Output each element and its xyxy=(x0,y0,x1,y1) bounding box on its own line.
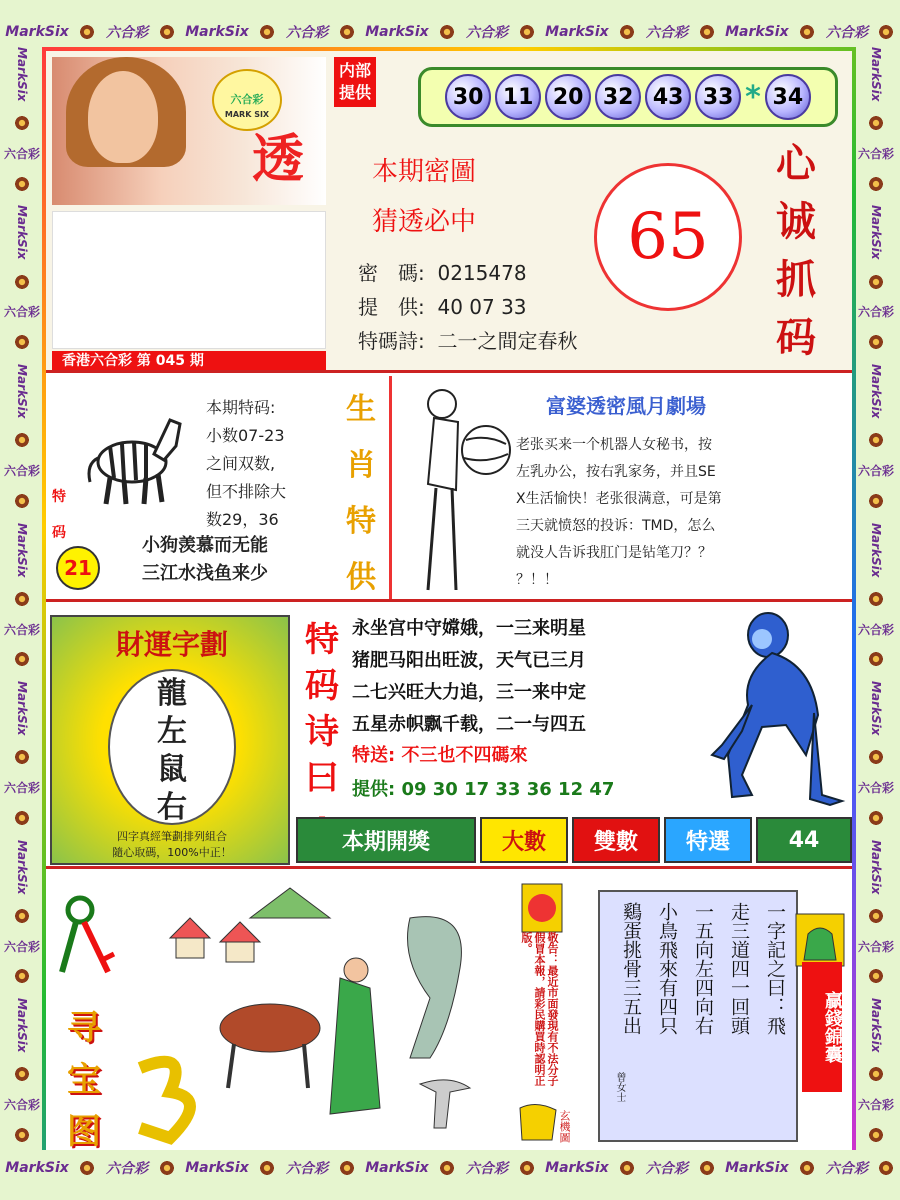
flower-icon xyxy=(619,1160,635,1176)
zodiac-poem xyxy=(142,532,268,588)
flower-icon xyxy=(14,432,30,448)
flower-icon xyxy=(14,810,30,826)
border-text: MarkSix xyxy=(15,522,29,578)
lady-illustration xyxy=(406,384,516,598)
monkey-icon xyxy=(702,605,852,811)
border-text: MarkSix xyxy=(725,24,789,40)
draw-result-bar xyxy=(296,817,852,867)
flower-icon xyxy=(519,24,535,40)
border-text: MarkSix xyxy=(15,205,29,260)
border-text: 六合彩 xyxy=(857,1098,894,1113)
border-text: 六合彩 xyxy=(857,622,894,637)
border-text: 六合彩 xyxy=(106,25,149,41)
author-label: 曾女士 xyxy=(614,1072,625,1102)
poem-line: 五星赤帜飘千载，二一与四五 xyxy=(352,714,586,735)
poem-scroll xyxy=(598,890,798,1142)
tmsr-char: 曰 xyxy=(305,758,339,798)
flower-icon xyxy=(14,591,30,607)
zodiac-section xyxy=(46,376,852,602)
flower-icon xyxy=(14,176,30,192)
treasure-scene xyxy=(130,878,510,1146)
border-text: MarkSix xyxy=(869,998,883,1053)
border-text: 六合彩 xyxy=(857,305,894,320)
special-ball: 34 xyxy=(765,74,811,120)
side-title-char: 抓 xyxy=(776,257,816,303)
poem-line: 小狗羡慕而无能 xyxy=(142,535,268,556)
flower-icon xyxy=(14,493,30,509)
story-line: X生活愉快！老张很满意，可是第 xyxy=(516,491,722,507)
zebra-icon xyxy=(80,398,184,508)
draw-item-number: 44 xyxy=(756,817,852,863)
special-code-text xyxy=(206,394,286,534)
flower-icon xyxy=(14,1066,30,1082)
poem-row: 特碼詩: 二一之間定春秋 xyxy=(358,329,578,353)
blank-panel xyxy=(52,211,326,349)
border-text: 六合彩 xyxy=(857,464,894,479)
scroll-column: 小鳥飛來有四只 xyxy=(656,902,678,1035)
border-text: MarkSix xyxy=(869,364,883,419)
flower-icon xyxy=(14,749,30,765)
tmsr-char: 诗 xyxy=(305,712,339,752)
main-frame xyxy=(42,47,856,1150)
fortune-section xyxy=(46,605,852,869)
scroll-column: 一五向左四向右 xyxy=(692,902,714,1035)
internal-provide-badge: 内部 提供 xyxy=(334,57,376,107)
border-text: 六合彩 xyxy=(3,1098,40,1113)
secret-circle: 65 xyxy=(594,163,742,311)
lottery-ball: 43 xyxy=(645,74,691,120)
border-text: MarkSix xyxy=(15,681,29,736)
border-text: 六合彩 xyxy=(857,939,894,954)
flower-icon xyxy=(868,749,884,765)
spec-line: 之间双数, xyxy=(206,454,276,473)
side-title-column xyxy=(764,135,828,367)
border-text: 六合彩 xyxy=(857,781,894,796)
sxtp-char: 生 xyxy=(346,392,376,427)
bottom-border xyxy=(0,1148,900,1188)
border-text: MarkSix xyxy=(869,46,883,102)
provide-row: 提 供: 40 07 33 xyxy=(358,295,527,319)
flower-icon xyxy=(14,1127,30,1143)
flower-icon xyxy=(14,334,30,350)
left-border xyxy=(2,40,42,1150)
flower-icon xyxy=(868,1127,884,1143)
flower-icon xyxy=(878,24,894,40)
lottery-ball: 20 xyxy=(545,74,591,120)
flower-icon xyxy=(159,24,175,40)
story-line: 三天就愤怒的投诉：TMD，怎么 xyxy=(516,518,716,534)
flower-icon xyxy=(868,968,884,984)
border-text: MarkSix xyxy=(869,522,883,578)
border-text: 六合彩 xyxy=(465,1161,508,1177)
tmsr-char: 特 xyxy=(305,620,339,660)
border-text: MarkSix xyxy=(5,1160,69,1176)
flower-icon xyxy=(868,591,884,607)
flower-icon xyxy=(339,24,355,40)
poem-line: 猪肥马阳出旺波，天气已三月 xyxy=(352,650,586,671)
star-separator: * xyxy=(745,79,761,115)
treasure-map-label xyxy=(60,1002,108,1150)
spec-line: 但不排除大 xyxy=(206,482,287,501)
code-row: 密 碼: 0215478 xyxy=(358,261,527,285)
border-text: 六合彩 xyxy=(3,464,40,479)
border-text: MarkSix xyxy=(5,24,69,40)
lottery-ball: 33 xyxy=(695,74,741,120)
story-line: ？！！ xyxy=(516,572,558,588)
draw-title: 本期開獎 xyxy=(296,817,476,863)
flower-icon xyxy=(868,115,884,131)
treasure-section xyxy=(46,872,852,1150)
border-text: MarkSix xyxy=(185,1160,249,1176)
border-text: 六合彩 xyxy=(3,622,40,637)
issue-banner: 香港六合彩 第 045 期 xyxy=(52,351,326,371)
draw-item-big: 大數 xyxy=(480,817,568,863)
flower-icon xyxy=(79,1160,95,1176)
fortune-desc: 四字真經筆劃排列組合 隨心取碼，100%中正！ xyxy=(112,830,232,859)
flower-icon xyxy=(439,24,455,40)
draw-item-select: 特選 xyxy=(664,817,752,863)
title-mitu: 本期密圖 xyxy=(372,157,477,187)
ball-row xyxy=(418,67,838,127)
scroll-column: 走三道四一回頭 xyxy=(728,902,750,1035)
border-text: MarkSix xyxy=(365,1160,429,1176)
sxtp-char: 肖 xyxy=(346,448,376,483)
flower-icon xyxy=(79,24,95,40)
side-title-char: 诚 xyxy=(776,199,816,245)
flower-icon xyxy=(868,810,884,826)
side-title-char: 码 xyxy=(776,315,816,361)
xbt-char: 寻 xyxy=(67,1008,101,1048)
border-text: MarkSix xyxy=(545,24,609,40)
flower-icon xyxy=(868,493,884,509)
border-text: MarkSix xyxy=(545,1160,609,1176)
flower-icon xyxy=(868,908,884,924)
border-text: 六合彩 xyxy=(3,781,40,796)
flower-icon xyxy=(799,1160,815,1176)
flower-icon xyxy=(868,651,884,667)
flower-icon xyxy=(799,24,815,40)
flower-icon xyxy=(14,651,30,667)
spec-line: 数29，36 xyxy=(206,510,279,529)
draw-item-even: 雙數 xyxy=(572,817,660,863)
flower-icon xyxy=(439,1160,455,1176)
border-text: MarkSix xyxy=(869,839,883,895)
flower-icon xyxy=(699,1160,715,1176)
tmsr-char: 码 xyxy=(305,666,339,706)
spec-line: 本期特码: xyxy=(206,398,276,417)
spec-line: 小数07-23 xyxy=(206,426,285,445)
money-bag-icon xyxy=(794,912,846,968)
divider xyxy=(389,376,392,602)
header-section xyxy=(46,51,852,373)
warning-text: 敬告：最近市面發現有不法分子假冒本報，請彩民購買時認明正版。 xyxy=(520,932,559,1086)
border-text: MarkSix xyxy=(869,205,883,260)
border-text: 六合彩 xyxy=(825,1161,868,1177)
border-text: 六合彩 xyxy=(3,146,40,161)
flower-icon xyxy=(878,1160,894,1176)
border-text: 六合彩 xyxy=(465,25,508,41)
special-send: 特送: 不三也不四碼來 xyxy=(352,745,528,766)
flower-icon xyxy=(259,24,275,40)
flower-icon xyxy=(868,176,884,192)
side-title-char: 心 xyxy=(776,141,816,187)
xuanji-label: 玄機圖 xyxy=(558,1110,571,1143)
flower-icon xyxy=(339,1160,355,1176)
title-caitou: 猜透必中 xyxy=(372,207,477,237)
border-text: 六合彩 xyxy=(857,146,894,161)
sxtp-char: 特 xyxy=(346,504,376,539)
flower-icon xyxy=(868,274,884,290)
tema-poem-label xyxy=(302,617,342,847)
story-text xyxy=(516,432,846,594)
border-text: 六合彩 xyxy=(645,1161,688,1177)
border-text: MarkSix xyxy=(725,1160,789,1176)
border-text: 六合彩 xyxy=(106,1161,149,1177)
flower-icon xyxy=(699,24,715,40)
fortune-title: 財運字劃 xyxy=(115,628,228,661)
flower-icon xyxy=(619,24,635,40)
border-text: 六合彩 xyxy=(285,1161,328,1177)
story-line: 老张买来一个机器人女秘书，按 xyxy=(516,437,712,453)
poem-line: 二七兴旺大力追，三一来中定 xyxy=(352,682,586,703)
border-text: MarkSix xyxy=(15,364,29,419)
border-text: 六合彩 xyxy=(3,939,40,954)
flower-icon xyxy=(14,115,30,131)
flower-icon xyxy=(159,1160,175,1176)
story-line: 左乳办公，按右乳家务，并且SE xyxy=(516,464,716,480)
flower-icon xyxy=(14,968,30,984)
xbt-char: 图 xyxy=(67,1112,101,1150)
border-text: MarkSix xyxy=(869,681,883,736)
poem-line: 三江水浅鱼来少 xyxy=(142,563,268,584)
tou-char: 透 xyxy=(252,129,305,190)
border-text: MarkSix xyxy=(365,24,429,40)
flower-icon xyxy=(868,334,884,350)
marksix-logo: 六合彩 MARK SIX xyxy=(212,69,282,131)
tema-poem xyxy=(352,613,586,741)
flower-icon xyxy=(259,1160,275,1176)
story-title: 富婆透密風月劇場 xyxy=(546,394,706,418)
border-text: MarkSix xyxy=(15,998,29,1053)
poem-line: 永坐宫中守嫦娥，一三来明星 xyxy=(352,618,586,639)
model-photo xyxy=(52,57,326,205)
border-text: MarkSix xyxy=(15,839,29,895)
scroll-column: 鷄蛋挑骨三五出 xyxy=(620,902,642,1035)
face-shape xyxy=(88,71,158,163)
border-text: MarkSix xyxy=(185,24,249,40)
right-border xyxy=(856,40,896,1150)
border-text: 六合彩 xyxy=(825,25,868,41)
number-badge: 21 xyxy=(56,546,100,590)
flower-icon xyxy=(14,274,30,290)
border-text: 六合彩 xyxy=(3,305,40,320)
provide-numbers: 提供: 09 30 17 33 36 12 47 xyxy=(352,779,615,800)
story-line: 就没人告诉我肛门是钻笔刀？？ xyxy=(516,545,712,561)
fortune-panel xyxy=(50,615,290,865)
shengxiao-tegong xyxy=(346,382,386,602)
lottery-ball: 11 xyxy=(495,74,541,120)
tema-label: 特 码 xyxy=(52,489,66,541)
fortune-oval: 龍 左 鼠 右 xyxy=(108,669,236,825)
flower-icon xyxy=(519,1160,535,1176)
border-text: 六合彩 xyxy=(645,25,688,41)
sxtp-char: 供 xyxy=(346,560,376,595)
lottery-ball: 32 xyxy=(595,74,641,120)
flower-icon xyxy=(868,1066,884,1082)
flower-icon xyxy=(868,432,884,448)
xbt-char: 宝 xyxy=(67,1060,101,1100)
top-border xyxy=(0,12,900,52)
border-text: MarkSix xyxy=(15,46,29,102)
flower-icon xyxy=(14,908,30,924)
lottery-ball: 30 xyxy=(445,74,491,120)
border-text: 六合彩 xyxy=(285,25,328,41)
win-money-badge: 贏錢錦囊 xyxy=(802,962,842,1092)
key-icon xyxy=(56,892,126,982)
scroll-column: 一字記之曰：飛 xyxy=(764,902,786,1035)
